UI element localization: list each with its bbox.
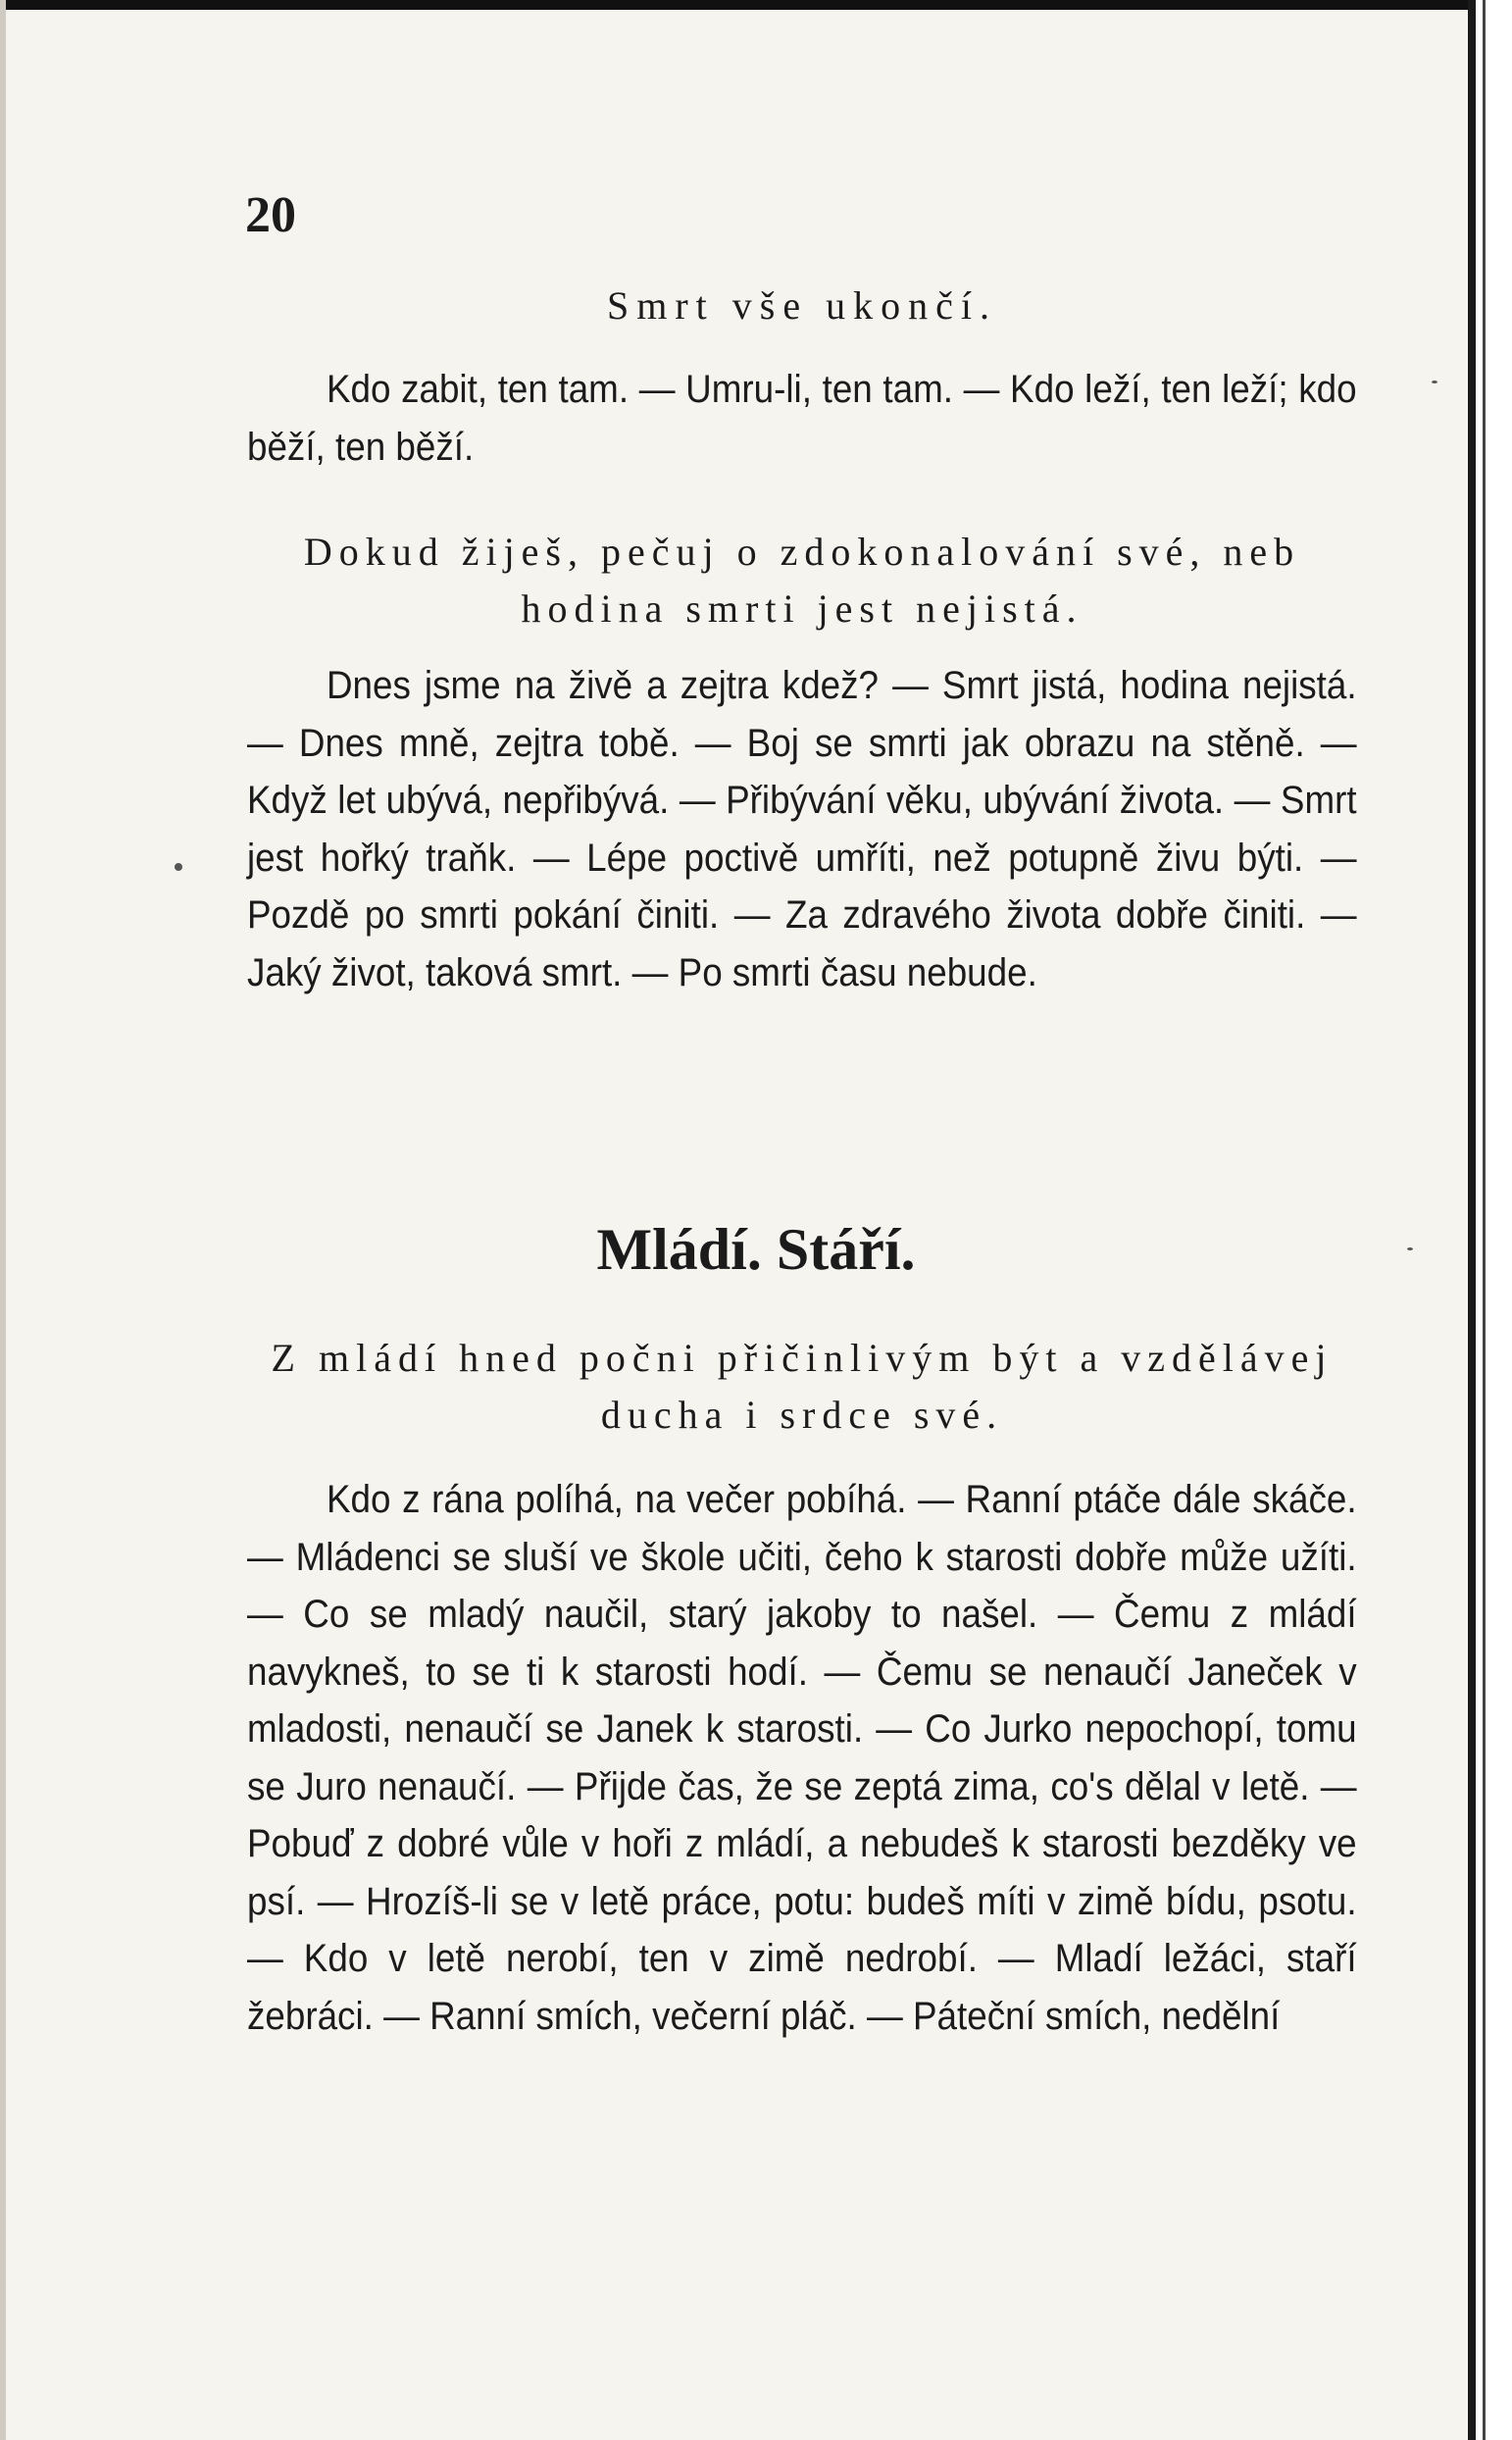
section-heading-death: Smrt vše ukončí. [607,283,997,328]
section-title-youth-age: Mládí. Stáří. [596,1217,916,1282]
proverbs-paragraph-2: Dnes jsme na živě a zejtra kdež? — Smrt jistá, hodina nejistá. — Dnes mně, zejtra tobě. — Boj se smrti jak obrazu na stěně. — Když let ubývá, nepřibývá. — Přibývání věku, ubývání života. — Smrt jest hořký traňk. — Lépe poctivě umříti, než potupně živu býti. — Pozdě po smrti pokání činiti. — Za zdravého života dobře činiti. — Jaký život, taková smrt. — Po smrti času nebude. [247,664,1357,994]
spaced-maxim-death: Dokud žiješ, pečuj o zdokonalování své, neb hodina smrti jest nejistá. [303,530,1301,631]
spaced-maxim-youth: Z mládí hned počni přičinlivým být a vzdělávej ducha i srdce své. [271,1336,1334,1437]
scan-edge-top [0,0,1512,10]
scan-speck [1432,381,1437,383]
proverbs-paragraph-3: Kdo z rána políhá, na večer pobíhá. — Ranní ptáče dále skáče. — Mládenci se sluší ve škole učiti, čeho k starosti dobře může užíti. — Co se mladý naučil, starý jakoby to našel. — Čemu z mládí navykneš, to se ti k starosti hodí. — Čemu se nenaučí Janeček v mladosti, nenaučí se Janek k starosti. — Co Jurko nepochopí, tomu se Juro nenaučí. — Přijde čas, že se zeptá zima, co's dělal v letě. — Pobuď z dobré vůle v hoři z mládí, a nebudeš k starosti bezděky ve psí. — Hrozíš-li se v letě práce, potu: budeš míti v zimě bídu, psotu. — Kdo v letě nerobí, ten v zimě nedrobí. — Mladí ležáci, staří žebráci. — Ranní smích, večerní pláč. — Páteční smích, nedělní [247,1478,1357,2038]
proverbs-paragraph-1: Kdo zabit, ten tam. — Umru-li, ten tam. — Kdo leží, ten leží; kdo běží, ten běží. [247,368,1357,469]
page-number: 20 [245,187,296,243]
scan-speck [175,863,182,871]
